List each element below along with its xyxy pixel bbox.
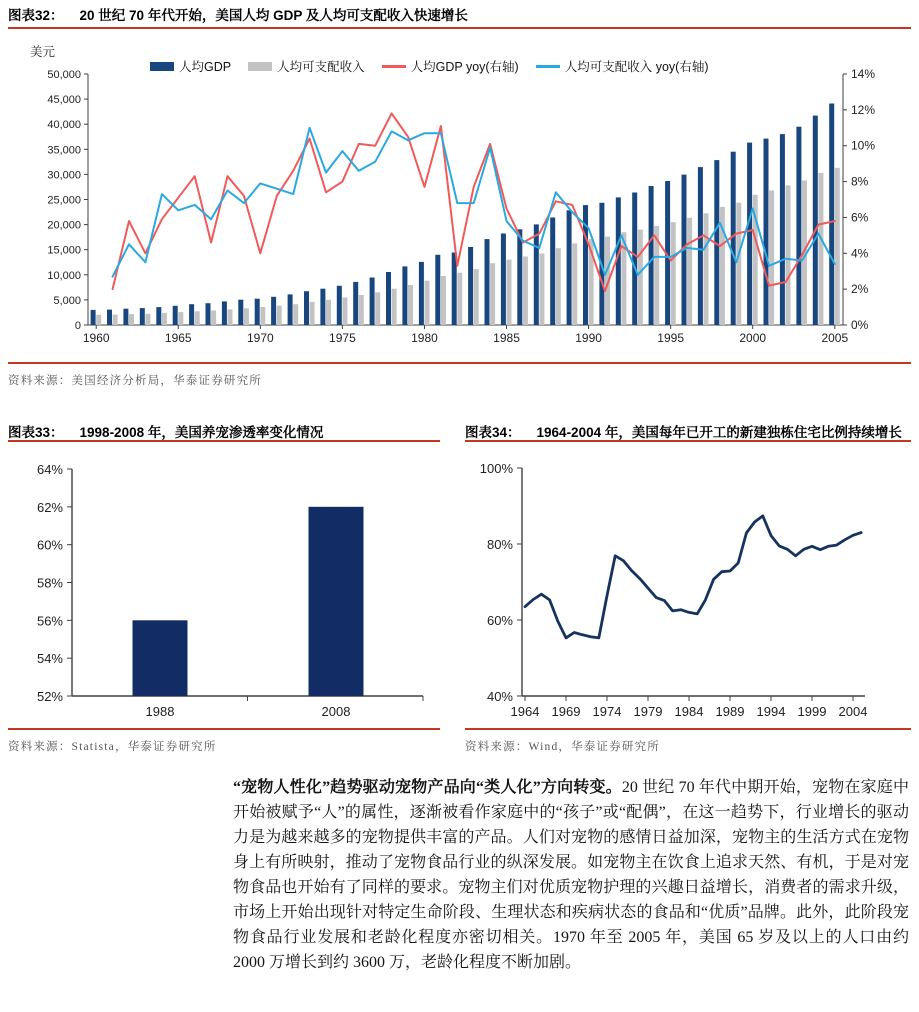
axis-tick-label: 1994 (756, 704, 786, 719)
axis-tick-label: 6% (851, 210, 869, 225)
axis-tick-label: 12% (851, 102, 876, 117)
axis-tick-label: 60% (486, 613, 513, 628)
axis-tick-label: 5,000 (53, 294, 81, 307)
axis-tick-label: 2% (851, 282, 869, 297)
figure-34-source-rule (465, 728, 911, 730)
figure-33-source: 资料来源：Statista，华泰证券研究所 (8, 741, 217, 753)
axis-tick-label: 2005 (821, 331, 849, 345)
axis-tick-label: 2004 (838, 704, 868, 719)
y-axis (480, 461, 522, 704)
figure-32-header (8, 4, 468, 24)
figure-32-source: 资料来源：美国经济分析局，华泰证券研究所 (8, 375, 262, 387)
axis-tick-label: 1980 (411, 331, 438, 345)
paragraph-lead: “宠物人性化”趋势驱动宠物产品向“类人化”方向转变。 (233, 779, 622, 796)
axis-tick-label: 1979 (633, 704, 663, 719)
bar-series-1 (96, 168, 840, 325)
analysis-paragraph (233, 775, 909, 975)
axis-tick-label: 1984 (674, 704, 704, 719)
axis-tick-label: 35,000 (47, 144, 81, 157)
pet-penetration-bar-chart (8, 451, 440, 723)
axis-tick-label: 10% (851, 138, 876, 153)
axis-tick-label: 62% (36, 499, 63, 515)
axis-tick-label: 4% (851, 246, 869, 261)
figure-34-title: 1964-2004 年，美国每年已开工的新建独栋住宅比例持续增长 (536, 425, 902, 440)
axis-tick-label: 60% (36, 537, 63, 553)
figure-33-title: 1998-2008 年，美国养宠渗透率变化情况 (79, 425, 324, 440)
x-axis (511, 696, 868, 719)
figure-33-header-rule (8, 440, 440, 442)
axis-tick-label: 1989 (715, 704, 745, 719)
axis-tick-label: 50,000 (47, 69, 81, 81)
axes (522, 468, 865, 696)
y-axis (37, 462, 72, 704)
bar-chart-svg (8, 451, 440, 723)
figure-32-source-rule (8, 362, 911, 364)
housing-share-line (525, 516, 861, 638)
figure-33-source-rule (8, 728, 440, 730)
axis-tick-label: 0 (74, 320, 81, 332)
axis-tick-label: 1974 (592, 704, 622, 719)
legend-label: 人均GDP yoy(右轴) (410, 60, 519, 74)
figure-33-header (8, 421, 323, 441)
axis-tick-label: 54% (36, 651, 63, 667)
axis-tick-label: 52% (36, 689, 63, 704)
axis-tick-label: 1965 (164, 331, 192, 345)
axis-tick-label: 100% (479, 461, 513, 476)
left-axis (47, 69, 88, 332)
line-series-1 (113, 128, 835, 277)
figure-32 (8, 4, 911, 399)
figure-32-title: 20 世纪 70 年代开始，美国人均 GDP 及人均可支配收入快速增长 (79, 8, 468, 23)
gdp-income-combo-chart (8, 38, 911, 350)
figure-33-label: 图表33： (8, 425, 64, 440)
axis-tick-label: 0% (851, 318, 869, 332)
figure-34-source: 资料来源：Wind，华泰证券研究所 (465, 741, 660, 753)
combo-chart-svg (8, 38, 911, 350)
single-family-housing-line-chart (465, 451, 911, 723)
axis-tick-label: 1988 (145, 704, 175, 719)
figure-34-header-rule (465, 440, 911, 442)
bars (133, 507, 364, 696)
axis-tick-label: 1960 (82, 331, 110, 345)
axis-tick-label: 1999 (797, 704, 827, 719)
axis-tick-label: 40,000 (47, 119, 81, 132)
axis-tick-label: 2008 (321, 704, 351, 719)
axis-tick-label: 2000 (739, 331, 767, 345)
figure-34 (465, 421, 911, 763)
axis-tick-label: 58% (36, 575, 63, 591)
axis-tick-label: 1970 (246, 331, 274, 345)
axis-tick-label: 10,000 (47, 269, 81, 282)
axis-tick-label: 1964 (510, 704, 540, 719)
figure-34-label: 图表34： (465, 425, 521, 440)
axis-tick-label: 45,000 (47, 94, 81, 107)
x-axis (83, 325, 849, 345)
axis-tick-label: 1969 (551, 704, 581, 719)
axis-tick-label: 1985 (493, 331, 520, 345)
axis-tick-label: 14% (851, 67, 876, 81)
paragraph-body: 20 世纪 70 年代中期开始，宠物在家庭中开始被赋予“人”的属性，逐渐被看作家庭中的“孩子”或“配偶”，在这一趋势下，行业增长的驱动力是为越来越多的宠物提供丰富的产品。人们对宠物的感情日益加深，宠物主的生活方式在宠物身上有所映射，推动了宠物食品行业的纵深发展。如宠物主在饮食上追求天然、有机，于是对宠物食品也开始有了同样的要求。宠物主们对优质宠物护理的兴趣日益增长，消费者的需求升级，市场上开始出现针对特定生命阶段、生理状态和疾病状态的食品和“优质”品牌。此外，此阶段宠物食品行业发展和老龄化程度亦密切相关。1970 年至 2005 年，美国 65 岁及以上的人口由约 2000 万增长到约 3600 万，老龄化程度不断加剧。 (233, 779, 909, 971)
axis-tick-label: 80% (486, 537, 513, 552)
axis-tick-label: 20,000 (47, 219, 81, 232)
axis-tick-label: 1995 (657, 331, 685, 345)
right-axis (843, 67, 875, 332)
legend-label: 人均可支配收入 yoy(右轴) (564, 60, 709, 74)
legend-label: 人均可支配收入 (277, 60, 365, 74)
axis-tick-label: 56% (36, 613, 63, 629)
left-axis-unit-label: 美元 (30, 45, 56, 59)
legend-label: 人均GDP (179, 60, 232, 74)
axis-tick-label: 64% (36, 462, 63, 477)
axis-tick-label: 25,000 (47, 194, 81, 207)
axis-tick-label: 30,000 (47, 169, 81, 182)
figure-34-header (465, 421, 902, 441)
axis-tick-label: 1990 (575, 331, 602, 345)
line-chart-svg (465, 451, 911, 723)
axis-tick-label: 15,000 (47, 244, 81, 257)
axis-tick-label: 1975 (329, 331, 356, 345)
axes (72, 469, 423, 696)
figure-32-header-rule (8, 27, 911, 29)
figure-33 (8, 421, 440, 763)
axis-tick-label: 8% (851, 174, 869, 189)
figure-32-label: 图表32： (8, 8, 64, 23)
axis-tick-label: 40% (486, 689, 513, 704)
